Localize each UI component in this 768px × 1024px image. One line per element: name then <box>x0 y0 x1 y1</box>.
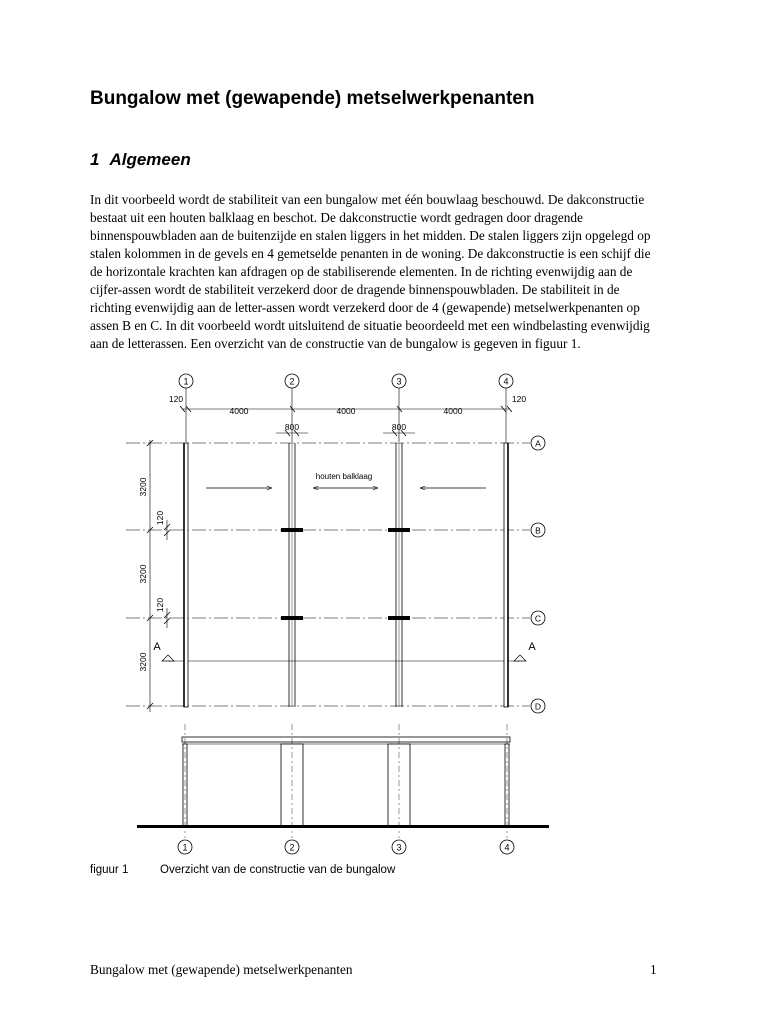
axis-label: B <box>535 525 541 536</box>
axis-label: 2 <box>289 842 295 853</box>
figure-caption <box>90 864 395 876</box>
axis-bubble-bottom-3 <box>392 840 406 854</box>
axis-label: 1 <box>183 376 189 387</box>
paragraph-line: richting evenwijdig aan de letter-assen wordt verzekerd door de 4 (gewapende) metselwerkpenanten op <box>90 300 640 315</box>
dim-label: 4000 <box>336 406 356 416</box>
section-marker-right <box>514 641 536 661</box>
axis-label: 3 <box>396 376 402 387</box>
page-title: Bungalow met (gewapende) metselwerkpenanten <box>90 88 535 109</box>
axis-label: A <box>535 438 541 449</box>
dim-label: 3200 <box>138 652 148 672</box>
section-label: A <box>528 641 536 653</box>
dim-label: 4000 <box>229 406 249 416</box>
dim-label: 120 <box>155 510 165 526</box>
steel-beam-axis-3 <box>396 443 402 707</box>
dim-label: 120 <box>168 394 184 404</box>
axis-label: 1 <box>182 842 188 853</box>
axis-bubble-right-b <box>531 523 545 537</box>
dim-label: 800 <box>284 422 300 432</box>
section-number: 1 <box>90 150 100 169</box>
dim-label: 800 <box>391 422 407 432</box>
paragraph-line: assen B en C. In dit voorbeeld wordt uitsluitend de situatie beoordeeld met een windbelasting evenwijdig <box>90 318 650 333</box>
footer-title: Bungalow met (gewapende) metselwerkpenanten <box>90 962 353 977</box>
axis-bubble-right-d <box>531 699 545 713</box>
axis-bubble-bottom-1 <box>178 840 192 854</box>
outer-wall-right <box>504 443 508 707</box>
dim-label: 120 <box>155 597 165 613</box>
dim-label: 3200 <box>138 477 148 497</box>
paragraph-line: cijfer-assen wordt de stabiliteit verzekerd door de dragende binnenspouwbladen. De stabiliteit in de <box>90 282 620 297</box>
paragraph-line: bestaat uit een houten balklaag en beschot. De dakconstructie wordt gedragen door dragende <box>90 210 583 225</box>
span-label: houten balklaag <box>315 472 373 481</box>
axis-label: 4 <box>503 376 509 387</box>
dim-label: 4000 <box>443 406 463 416</box>
axis-bubble-top-1 <box>179 374 193 442</box>
horizontal-dimension <box>169 394 526 416</box>
axis-bubble-bottom-2 <box>285 840 299 854</box>
section-title: Algemeen <box>109 150 191 169</box>
paragraph-line: de horizontale krachten kan afdragen op de stabiliserende elementen. In de richting evenwijdig aan de <box>90 264 633 279</box>
section-marker-left <box>153 641 174 661</box>
axis-label: D <box>534 701 542 712</box>
axis-bubble-top-4 <box>499 374 513 442</box>
dim-label: 120 <box>511 394 527 404</box>
paragraph-line: binnenspouwbladen aan de buitenzijde en stalen liggers in het midden. De stalen liggers zijn opgelegd op <box>90 228 651 243</box>
dim-label: 3200 <box>138 564 148 584</box>
paragraph-line: In dit voorbeeld wordt de stabiliteit van een bungalow met één bouwlaag beschouwd. De dakconstructie <box>90 192 645 207</box>
beam-width-dimension <box>276 422 415 436</box>
vertical-dimension <box>138 440 170 712</box>
paragraph-line: aan de letterassen. Een overzicht van de constructie van de bungalow is gegeven in figuur 1. <box>90 336 581 351</box>
section-view <box>137 724 549 838</box>
steel-beam-axis-2 <box>289 443 295 707</box>
axis-bubble-right-a <box>531 436 545 450</box>
axis-bubble-bottom-4 <box>500 840 514 854</box>
axis-label: 2 <box>289 376 295 387</box>
outer-wall-left <box>184 443 188 707</box>
axis-label: 3 <box>396 842 402 853</box>
section-label: A <box>153 641 161 653</box>
figure-caption-text: Overzicht van de constructie van de bungalow <box>160 864 396 876</box>
axis-label: 4 <box>504 842 510 853</box>
page-number: 1 <box>650 962 657 977</box>
paragraph-line: stalen kolommen in de gevels en 4 gemetselde penanten in de woning. De dakconstructie is een schijf die <box>90 246 651 261</box>
masonry-piers <box>281 528 410 620</box>
figure-number: figuur 1 <box>90 864 129 876</box>
axis-bubble-right-c <box>531 611 545 625</box>
axis-label: C <box>534 613 542 624</box>
